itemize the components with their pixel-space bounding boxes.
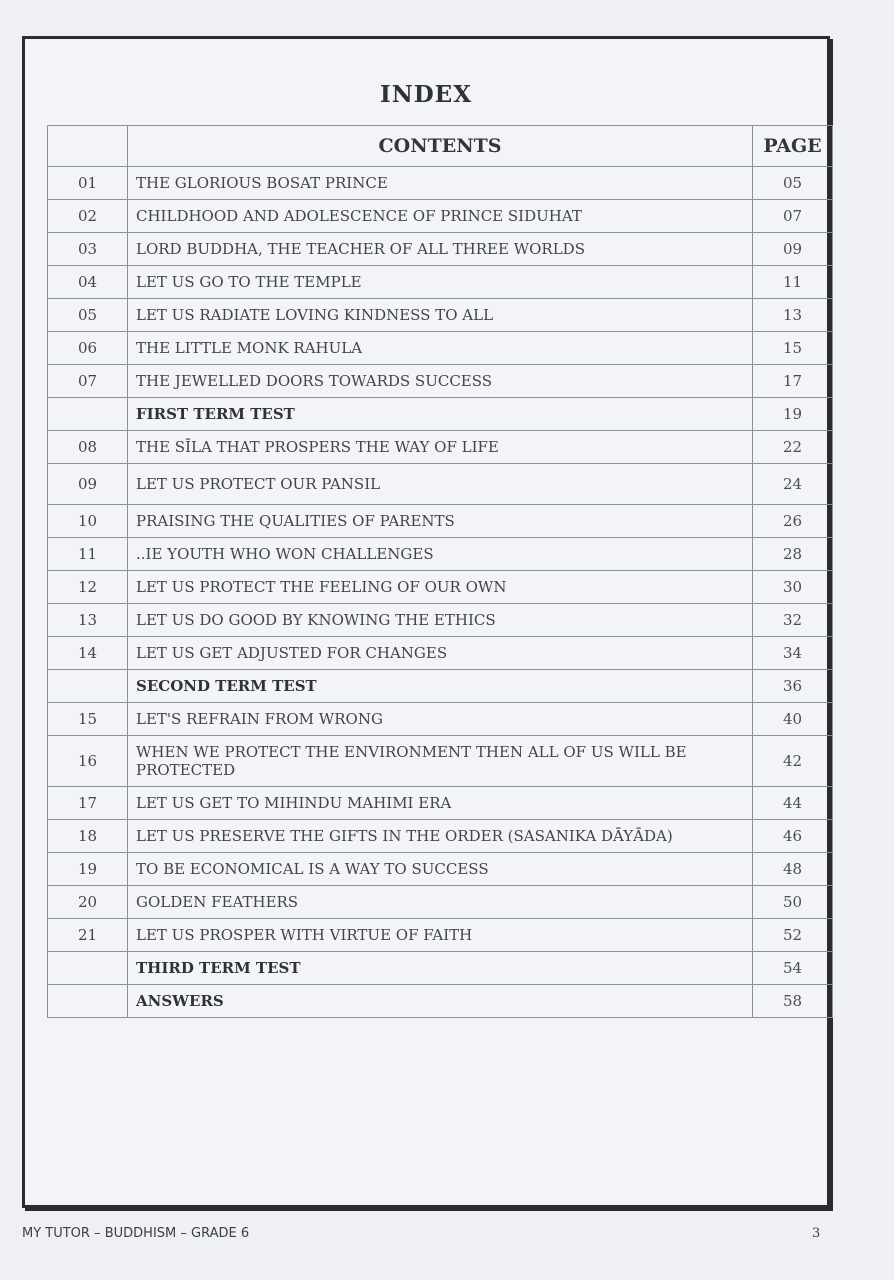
page-number: 19 — [753, 398, 833, 431]
table-row — [48, 919, 833, 952]
table-row — [48, 886, 833, 919]
table-row — [48, 985, 833, 1018]
table-row — [48, 431, 833, 464]
table-row — [48, 736, 833, 787]
header-number — [48, 126, 128, 167]
page-number: 15 — [753, 332, 833, 365]
table-row — [48, 571, 833, 604]
lesson-title: LET US PRESERVE THE GIFTS IN THE ORDER (SASANIKA DĀYĀDA) — [128, 820, 753, 853]
page-number: 32 — [753, 604, 833, 637]
table-row — [48, 233, 833, 266]
table-row — [48, 266, 833, 299]
table-row — [48, 604, 833, 637]
lesson-title: LET US PROTECT THE FEELING OF OUR OWN — [128, 571, 753, 604]
lesson-title: THE JEWELLED DOORS TOWARDS SUCCESS — [128, 365, 753, 398]
lesson-title: THE SĪLA THAT PROSPERS THE WAY OF LIFE — [128, 431, 753, 464]
lesson-number: 01 — [48, 167, 128, 200]
page-number: 46 — [753, 820, 833, 853]
lesson-number: 13 — [48, 604, 128, 637]
lesson-title: ANSWERS — [128, 985, 753, 1018]
lesson-number — [48, 670, 128, 703]
page-number: 22 — [753, 431, 833, 464]
table-row — [48, 299, 833, 332]
lesson-number: 05 — [48, 299, 128, 332]
header-contents: CONTENTS — [128, 126, 753, 167]
lesson-title: GOLDEN FEATHERS — [128, 886, 753, 919]
page-number: 36 — [753, 670, 833, 703]
lesson-number: 12 — [48, 571, 128, 604]
lesson-title: LET US PROSPER WITH VIRTUE OF FAITH — [128, 919, 753, 952]
lesson-number — [48, 952, 128, 985]
lesson-title: TO BE ECONOMICAL IS A WAY TO SUCCESS — [128, 853, 753, 886]
table-row — [48, 365, 833, 398]
page-title: INDEX — [379, 81, 473, 108]
page-number: 54 — [753, 952, 833, 985]
page-number: 40 — [753, 703, 833, 736]
page-number: 11 — [753, 266, 833, 299]
lesson-number: 09 — [48, 464, 128, 505]
table-row — [48, 952, 833, 985]
page-number: 09 — [753, 233, 833, 266]
lesson-number: 06 — [48, 332, 128, 365]
lesson-number — [48, 398, 128, 431]
lesson-title: LORD BUDDHA, THE TEACHER OF ALL THREE WORLDS — [128, 233, 753, 266]
table-row — [48, 787, 833, 820]
lesson-title: LET US GET ADJUSTED FOR CHANGES — [128, 637, 753, 670]
page-number: 34 — [753, 637, 833, 670]
page-number: 05 — [753, 167, 833, 200]
lesson-number: 20 — [48, 886, 128, 919]
lesson-number: 04 — [48, 266, 128, 299]
table-row — [48, 637, 833, 670]
table-row — [48, 398, 833, 431]
table-row — [48, 464, 833, 505]
page-frame — [22, 36, 830, 1208]
page-number: 30 — [753, 571, 833, 604]
lesson-title: LET US GO TO THE TEMPLE — [128, 266, 753, 299]
lesson-title: LET'S REFRAIN FROM WRONG — [128, 703, 753, 736]
footer-book-title: MY TUTOR – BUDDHISM – GRADE 6 — [22, 1226, 250, 1241]
lesson-title: WHEN WE PROTECT THE ENVIRONMENT THEN ALL OF US WILL BE PROTECTED — [128, 736, 753, 787]
page-number: 26 — [753, 505, 833, 538]
lesson-number: 19 — [48, 853, 128, 886]
lesson-title: LET US RADIATE LOVING KINDNESS TO ALL — [128, 299, 753, 332]
page-number: 24 — [753, 464, 833, 505]
index-table — [47, 125, 833, 1018]
lesson-number: 02 — [48, 200, 128, 233]
table-row — [48, 703, 833, 736]
lesson-title: SECOND TERM TEST — [128, 670, 753, 703]
lesson-title: LET US GET TO MIHINDU MAHIMI ERA — [128, 787, 753, 820]
table-row — [48, 200, 833, 233]
lesson-number: 07 — [48, 365, 128, 398]
lesson-number: 11 — [48, 538, 128, 571]
lesson-number: 10 — [48, 505, 128, 538]
table-row — [48, 853, 833, 886]
page-number: 07 — [753, 200, 833, 233]
table-row — [48, 538, 833, 571]
table-row — [48, 167, 833, 200]
table-row — [48, 505, 833, 538]
footer-page-number: 3 — [812, 1226, 821, 1241]
lesson-number: 03 — [48, 233, 128, 266]
lesson-title: LET US DO GOOD BY KNOWING THE ETHICS — [128, 604, 753, 637]
header-page: PAGE — [753, 126, 833, 167]
table-header-row — [48, 126, 833, 167]
lesson-number: 15 — [48, 703, 128, 736]
page-number: 42 — [753, 736, 833, 787]
lesson-number — [48, 985, 128, 1018]
lesson-title: CHILDHOOD AND ADOLESCENCE OF PRINCE SIDUHAT — [128, 200, 753, 233]
lesson-number: 14 — [48, 637, 128, 670]
page-number: 28 — [753, 538, 833, 571]
page-number: 52 — [753, 919, 833, 952]
table-row — [48, 670, 833, 703]
table-row — [48, 332, 833, 365]
page-number: 17 — [753, 365, 833, 398]
lesson-title: THE GLORIOUS BOSAT PRINCE — [128, 167, 753, 200]
page-number: 44 — [753, 787, 833, 820]
lesson-title: THE LITTLE MONK RAHULA — [128, 332, 753, 365]
lesson-title: ..IE YOUTH WHO WON CHALLENGES — [128, 538, 753, 571]
lesson-number: 17 — [48, 787, 128, 820]
lesson-title: LET US PROTECT OUR PANSIL — [128, 464, 753, 505]
lesson-number: 21 — [48, 919, 128, 952]
table-row — [48, 820, 833, 853]
lesson-title: FIRST TERM TEST — [128, 398, 753, 431]
lesson-number: 08 — [48, 431, 128, 464]
lesson-number: 18 — [48, 820, 128, 853]
page-number: 50 — [753, 886, 833, 919]
page-number: 48 — [753, 853, 833, 886]
page-number: 13 — [753, 299, 833, 332]
lesson-number: 16 — [48, 736, 128, 787]
page-number: 58 — [753, 985, 833, 1018]
lesson-title: THIRD TERM TEST — [128, 952, 753, 985]
lesson-title: PRAISING THE QUALITIES OF PARENTS — [128, 505, 753, 538]
